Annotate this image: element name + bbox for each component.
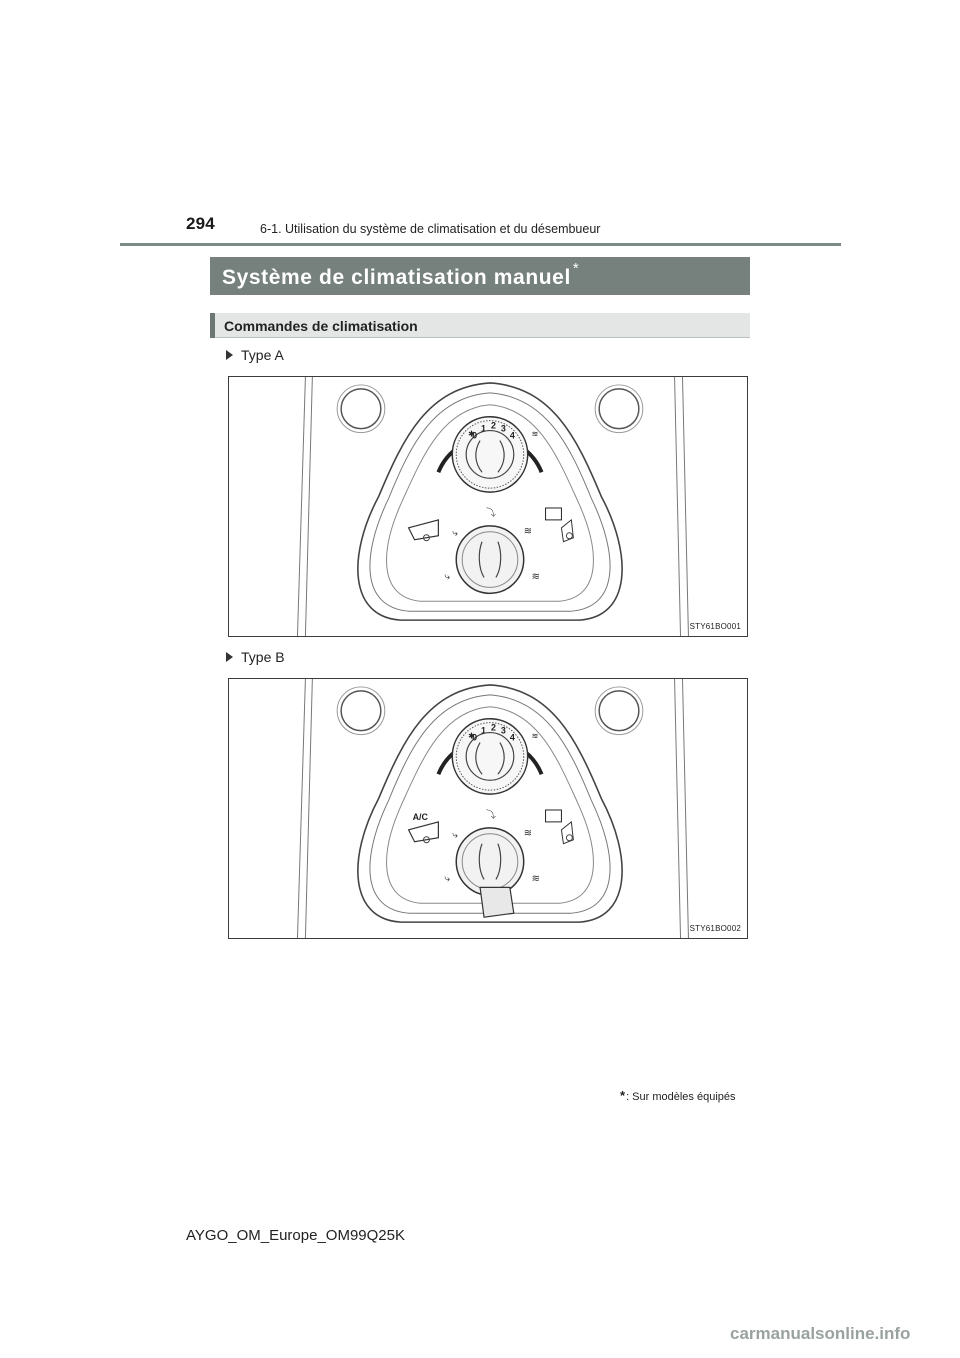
- fan-speed-4: 4: [509, 732, 515, 743]
- chapter-heading: 6-1. Utilisation du système de climatisation et du désembueur: [260, 222, 601, 236]
- ac-button-label: A/C: [412, 811, 428, 822]
- bullet-arrow-icon: [226, 652, 233, 662]
- footnote: [620, 1088, 736, 1103]
- fan-speed-2: 2: [490, 420, 496, 431]
- section-title: Commandes de climatisation: [224, 318, 418, 334]
- climate-panel-illustration-a: [229, 377, 747, 636]
- climate-panel-illustration-b: [229, 679, 747, 938]
- title-bar: [210, 257, 750, 295]
- type-b-label: [226, 649, 285, 665]
- fan-speed-4: 4: [509, 430, 515, 441]
- fan-speed-2: 2: [490, 722, 496, 733]
- footnote-text: : Sur modèles équipés: [626, 1091, 736, 1103]
- fan-speed-1: 1: [481, 725, 487, 736]
- fan-speed-0: 0: [472, 732, 478, 743]
- fan-speed-3: 3: [500, 725, 506, 736]
- figure-code: STY61BO002: [689, 924, 741, 933]
- figure-type-b: [228, 678, 748, 939]
- header-rule: [120, 243, 841, 246]
- page-title: [222, 260, 580, 290]
- footnote-marker: *: [620, 1088, 626, 1103]
- section-accent: [210, 313, 215, 338]
- footer-doc-id: AYGO_OM_Europe_OM99Q25K: [186, 1227, 405, 1244]
- figure-type-a: [228, 376, 748, 637]
- section-bar: [210, 313, 750, 338]
- page-title-text: Système de climatisation manuel: [222, 266, 571, 289]
- type-b-label-text: Type B: [241, 649, 285, 665]
- type-a-label: [226, 347, 284, 363]
- bullet-arrow-icon: [226, 350, 233, 360]
- fan-speed-0: 0: [472, 430, 478, 441]
- type-a-label-text: Type A: [241, 347, 284, 363]
- title-marker: *: [572, 260, 580, 277]
- watermark: carmanualsonline.info: [730, 1324, 911, 1343]
- fan-speed-3: 3: [500, 423, 506, 434]
- figure-code: STY61BO001: [689, 622, 741, 631]
- page-number: 294: [186, 214, 215, 233]
- fan-speed-1: 1: [481, 423, 487, 434]
